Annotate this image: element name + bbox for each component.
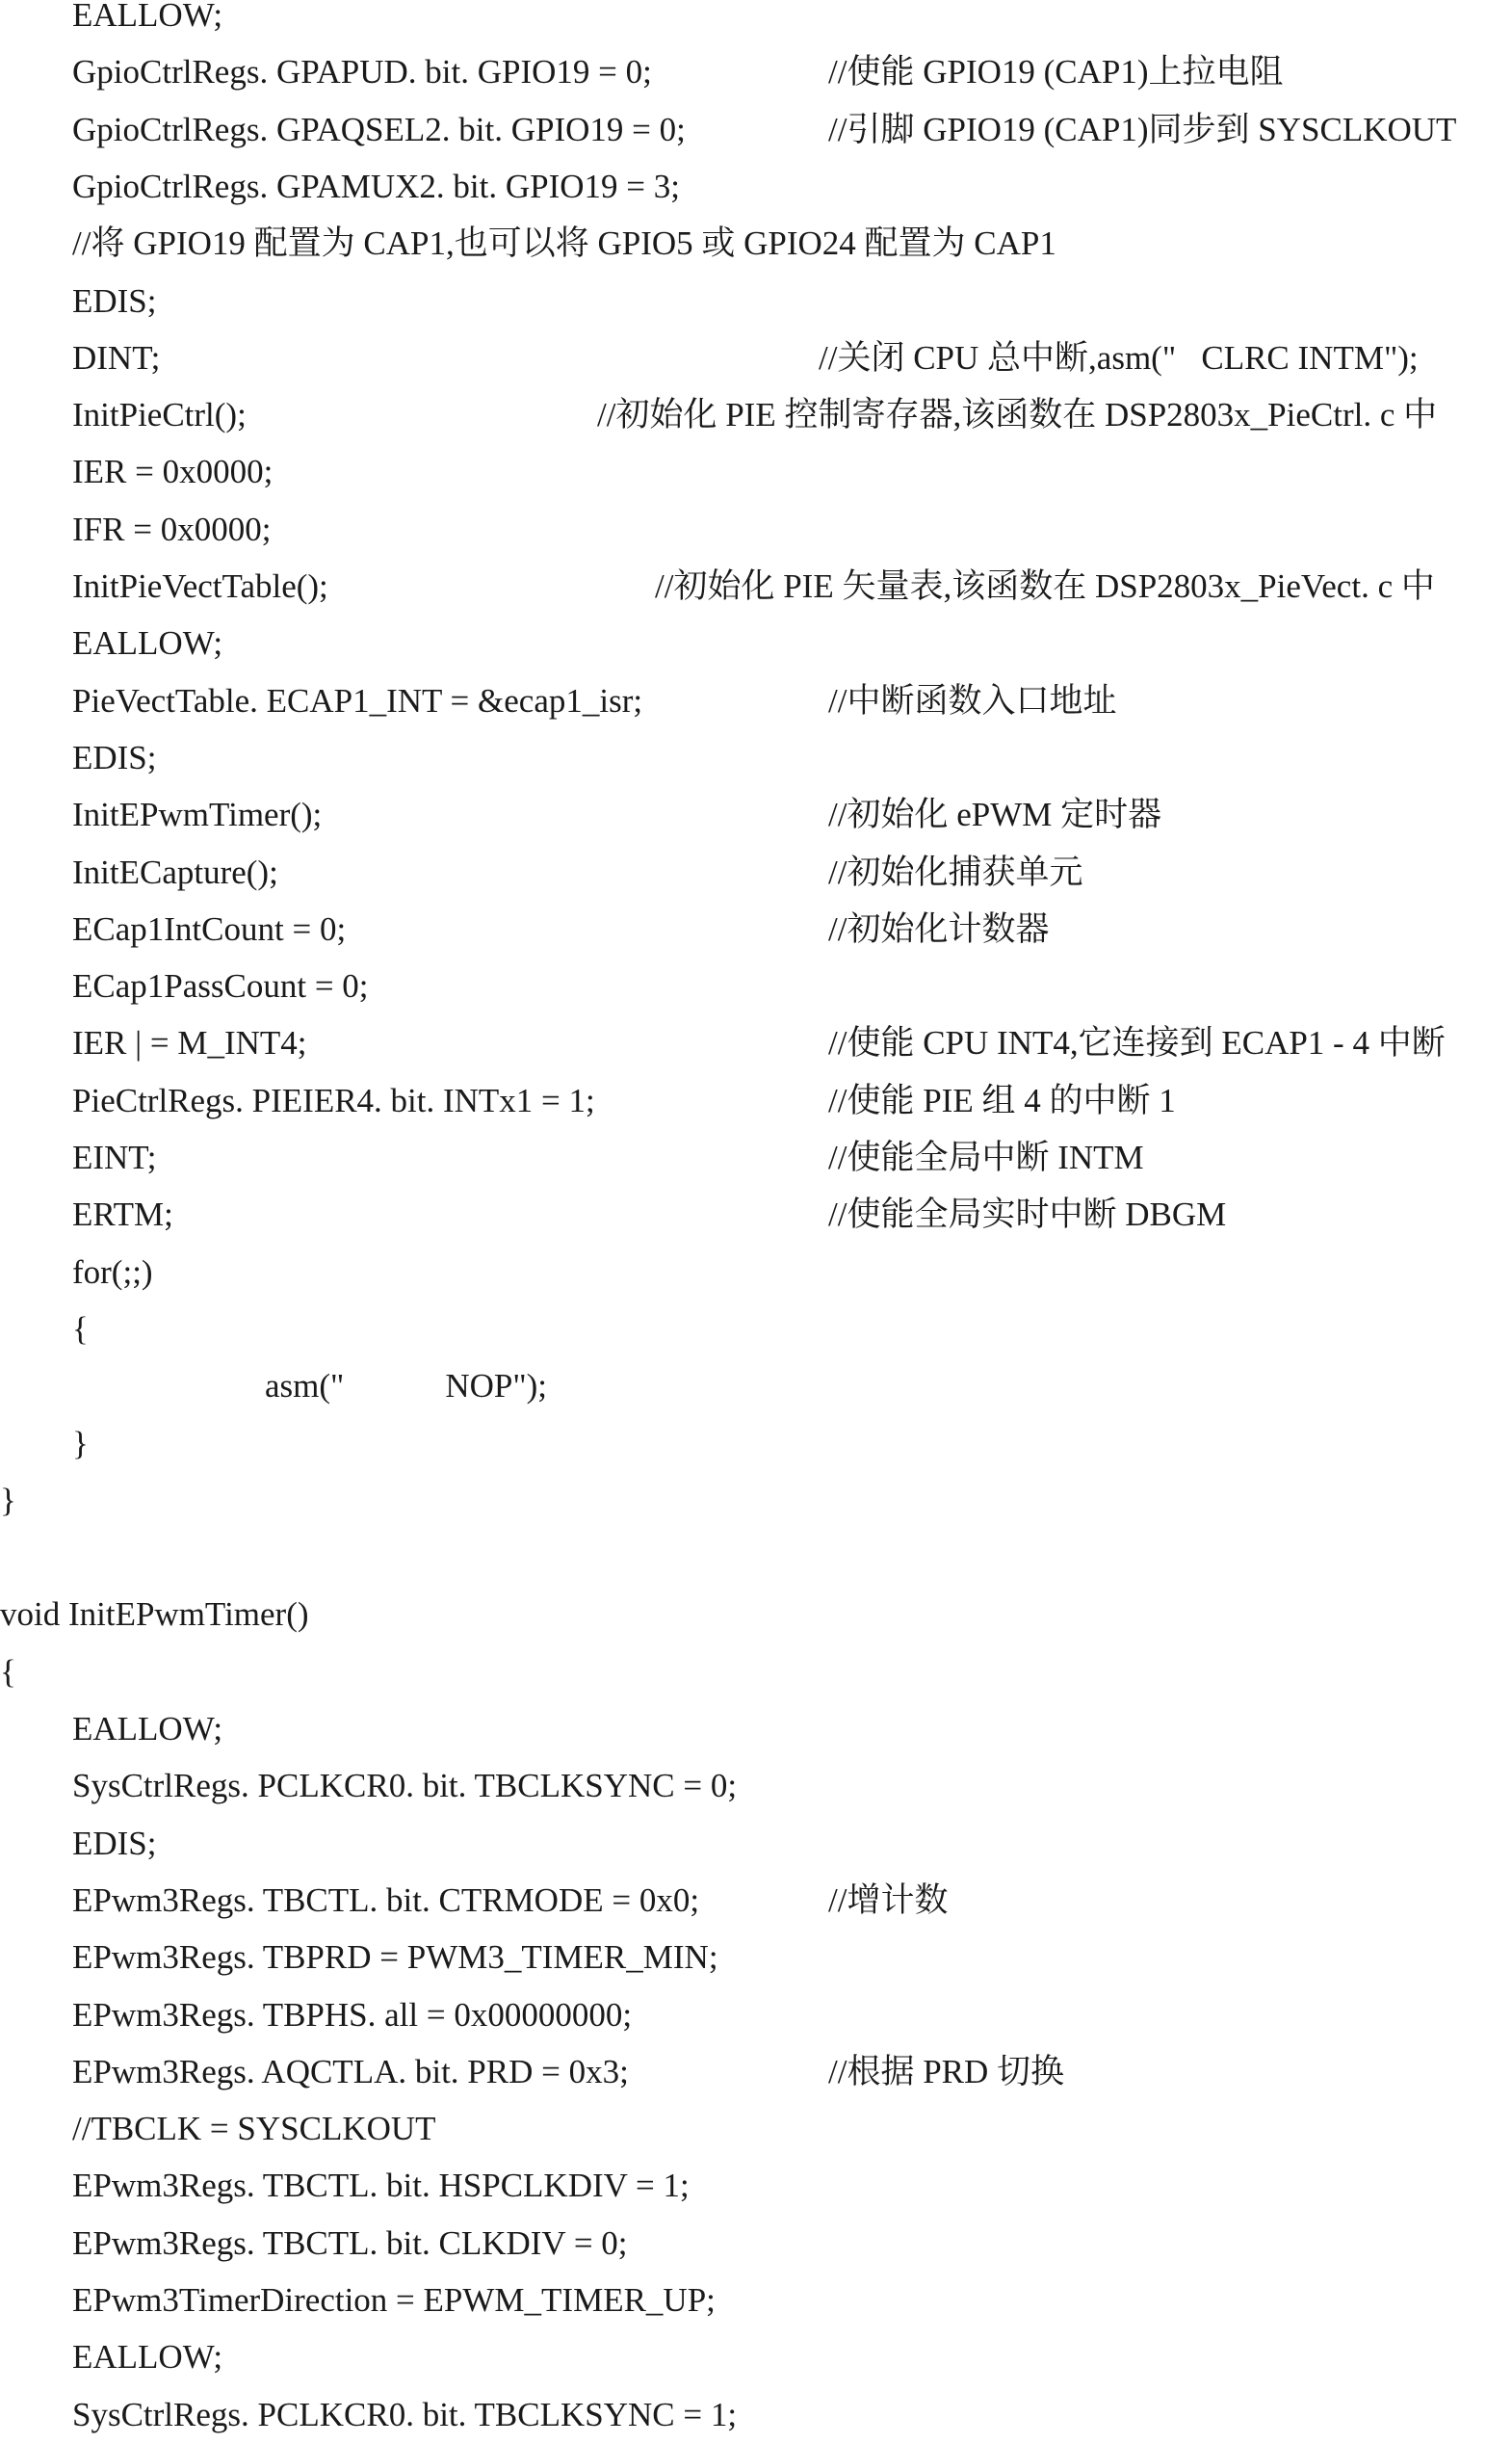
code-comment: //使能 CPU INT4,它连接到 ECAP1 - 4 中断 (828, 1024, 1446, 1063)
code-line (0, 1072, 1512, 1130)
code-text: asm(" NOP"); (265, 1367, 548, 1406)
code-line (0, 729, 1512, 787)
code-text: SysCtrlRegs. PCLKCR0. bit. TBCLKSYNC = 0; (72, 1767, 738, 1805)
code-line (0, 2215, 1512, 2273)
code-text: GpioCtrlRegs. GPAQSEL2. bit. GPIO19 = 0; (72, 110, 686, 148)
code-text: EPwm3TimerDirection = EPWM_TIMER_UP; (72, 2281, 716, 2319)
code-comment: //初始化捕获单元 (828, 853, 1083, 891)
code-comment: //引脚 GPIO19 (CAP1)同步到 SYSCLKOUT (828, 110, 1457, 148)
code-text: EPwm3Regs. TBCTL. bit. HSPCLKDIV = 1; (72, 2167, 690, 2205)
code-line (0, 1815, 1512, 1873)
code-line (0, 2100, 1512, 2158)
code-text: InitECapture(); (72, 853, 278, 891)
code-text: for(;;) (72, 1252, 153, 1291)
code-text: ECap1IntCount = 0; (72, 909, 347, 948)
code-text: EPwm3Regs. AQCTLA. bit. PRD = 0x3; (72, 2052, 629, 2090)
code-line (0, 2043, 1512, 2101)
code-text: EALLOW; (72, 0, 223, 34)
code-text: IFR = 0x0000; (72, 510, 272, 548)
code-line (0, 844, 1512, 902)
code-text: EDIS; (72, 1824, 157, 1862)
code-line (0, 1301, 1512, 1358)
code-text: EPwm3Regs. TBCTL. bit. CLKDIV = 0; (72, 2223, 628, 2262)
code-comment: //初始化 PIE 矢量表,该函数在 DSP2803x_PieVect. c 中 (655, 567, 1435, 605)
code-line (0, 386, 1512, 444)
code-line (0, 443, 1512, 501)
code-line (0, 2272, 1512, 2329)
code-text: PieCtrlRegs. PIEIER4. bit. INTx1 = 1; (72, 1081, 595, 1119)
code-line (0, 2157, 1512, 2215)
code-comment: //使能 PIE 组 4 的中断 1 (828, 1081, 1176, 1119)
code-text: ECap1PassCount = 0; (72, 967, 369, 1006)
code-text: SysCtrlRegs. PCLKCR0. bit. TBCLKSYNC = 1; (72, 2395, 738, 2433)
code-line (0, 558, 1512, 616)
code-line (0, 1986, 1512, 2044)
code-text: //TBCLK = SYSCLKOUT (72, 2110, 436, 2148)
code-line (0, 1129, 1512, 1187)
code-text: GpioCtrlRegs. GPAPUD. bit. GPIO19 = 0; (72, 53, 652, 92)
code-line (0, 958, 1512, 1015)
code-text: GpioCtrlRegs. GPAMUX2. bit. GPIO19 = 3; (72, 167, 681, 205)
code-line (0, 1014, 1512, 1072)
code-line (0, 101, 1512, 159)
code-comment: //使能全局实时中断 DBGM (828, 1196, 1227, 1234)
code-line (0, 273, 1512, 330)
code-line (0, 1929, 1512, 1986)
code-text: ERTM; (72, 1196, 173, 1234)
code-comment: //中断函数入口地址 (828, 681, 1117, 720)
code-text: EPwm3Regs. TBPHS. all = 0x00000000; (72, 1995, 633, 2034)
code-line (0, 215, 1512, 273)
code-line (0, 1186, 1512, 1244)
code-line (0, 1586, 1512, 1643)
code-text: EINT; (72, 1139, 157, 1176)
code-text: EALLOW; (72, 624, 223, 663)
code-line (0, 1757, 1512, 1815)
code-line (0, 1643, 1512, 1701)
code-text: } (0, 1481, 16, 1519)
code-text: EALLOW; (72, 2338, 223, 2377)
code-line (0, 615, 1512, 672)
code-comment: //增计数 (828, 1880, 949, 1919)
code-text: { (72, 1309, 89, 1348)
code-text: EPwm3Regs. TBCTL. bit. CTRMODE = 0x0; (72, 1880, 700, 1919)
code-line (0, 2328, 1512, 2386)
code-comment: //初始化 ePWM 定时器 (828, 796, 1162, 834)
code-line (0, 901, 1512, 959)
code-comment: //根据 PRD 切换 (828, 2052, 1065, 2090)
code-line (0, 1872, 1512, 1930)
code-line (0, 43, 1512, 101)
code-line (0, 1529, 1512, 1587)
code-text: InitPieVectTable(); (72, 567, 328, 605)
code-comment: //初始化计数器 (828, 909, 1050, 948)
code-line (0, 786, 1512, 844)
code-line (0, 1700, 1512, 1758)
code-comment: //使能 GPIO19 (CAP1)上拉电阻 (828, 53, 1284, 92)
code-text: InitEPwmTimer(); (72, 796, 323, 834)
code-line (0, 1244, 1512, 1301)
code-text: IER | = M_INT4; (72, 1024, 307, 1063)
code-line (0, 329, 1512, 387)
code-text: EDIS; (72, 281, 157, 320)
code-text: //将 GPIO19 配置为 CAP1,也可以将 GPIO5 或 GPIO24 配置为 CAP1 (72, 224, 1056, 263)
code-comment: //关闭 CPU 总中断,asm(" CLRC INTM"); (819, 338, 1419, 377)
code-comment: //使能全局中断 INTM (828, 1139, 1144, 1176)
code-line (0, 1415, 1512, 1473)
code-text: void InitEPwmTimer() (0, 1595, 309, 1634)
code-comment: //初始化 PIE 控制寄存器,该函数在 DSP2803x_PieCtrl. c 中 (597, 396, 1438, 434)
code-line (0, 2386, 1512, 2444)
code-text: DINT; (72, 338, 161, 377)
code-line (0, 1357, 1512, 1415)
code-text: { (0, 1652, 16, 1691)
code-text: } (72, 1424, 89, 1462)
code-line (0, 158, 1512, 216)
code-line (0, 1472, 1512, 1530)
code-text: EDIS; (72, 738, 157, 776)
code-text: EPwm3Regs. TBPRD = PWM3_TIMER_MIN; (72, 1938, 718, 1977)
code-text: EALLOW; (72, 1710, 223, 1748)
code-line (0, 501, 1512, 559)
code-line (0, 0, 1512, 44)
code-text: IER = 0x0000; (72, 453, 274, 491)
code-text: PieVectTable. ECAP1_INT = &ecap1_isr; (72, 681, 643, 720)
code-line (0, 672, 1512, 730)
code-text: InitPieCtrl(); (72, 396, 247, 434)
